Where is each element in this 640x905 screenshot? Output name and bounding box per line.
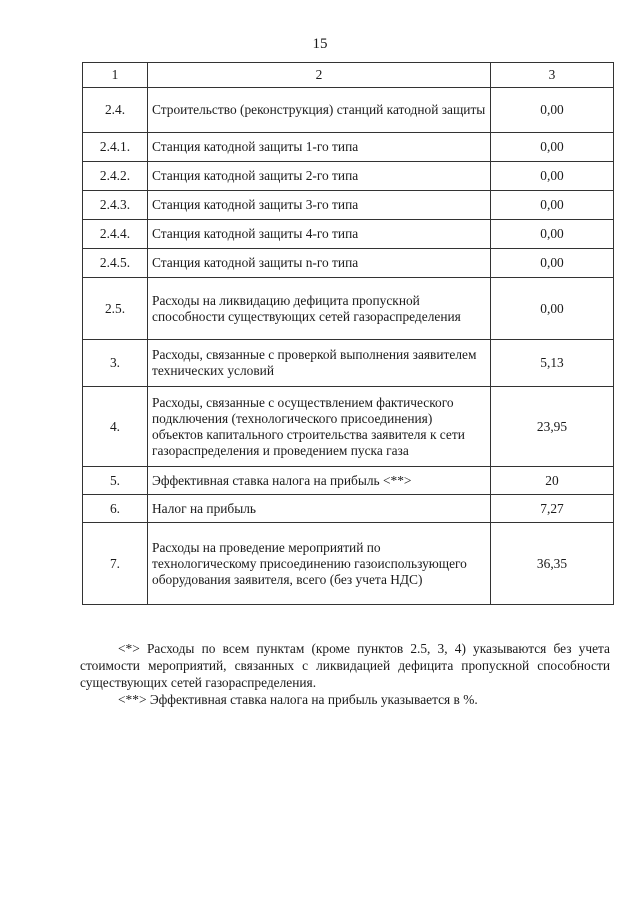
footnote-2: <**> Эффективная ставка налога на прибыль указывается в %. xyxy=(118,692,478,707)
row-number: 6. xyxy=(83,495,148,523)
table-row xyxy=(83,523,614,605)
row-description: Строительство (реконструкция) станций катодной защиты xyxy=(148,88,491,133)
row-description: Станция катодной защиты 2-го типа xyxy=(148,162,491,191)
cost-table xyxy=(82,62,614,605)
row-description: Расходы, связанные с осуществлением фактического подключения (технологического присоединения) объектов капитального строительства заявителя к сети газораспределения и проведением пуска газа xyxy=(148,387,491,467)
row-description: Расходы на ликвидацию дефицита пропускной способности существующих сетей газораспределения xyxy=(148,278,491,340)
row-number: 5. xyxy=(83,467,148,495)
row-value: 0,00 xyxy=(491,278,614,340)
table-row xyxy=(83,88,614,133)
table-row xyxy=(83,278,614,340)
footnote-1: <*> Расходы по всем пунктам (кроме пунктов 2.5, 3, 4) указываются без учета стоимости мероприятий, связанных с ликвидацией дефицита пропускной способности существующих сетей газораспределения. xyxy=(80,641,610,690)
row-number: 2.4. xyxy=(83,88,148,133)
header-col-3: 3 xyxy=(491,63,614,88)
table-row xyxy=(83,387,614,467)
header-col-2: 2 xyxy=(148,63,491,88)
table-header-row xyxy=(83,63,614,88)
table-row xyxy=(83,249,614,278)
row-description: Станция катодной защиты 3-го типа xyxy=(148,191,491,220)
row-number: 4. xyxy=(83,387,148,467)
footnotes xyxy=(80,640,610,708)
row-number: 3. xyxy=(83,340,148,387)
row-number: 2.4.2. xyxy=(83,162,148,191)
row-description: Станция катодной защиты n-го типа xyxy=(148,249,491,278)
header-col-1: 1 xyxy=(83,63,148,88)
row-number: 2.4.4. xyxy=(83,220,148,249)
row-number: 2.4.3. xyxy=(83,191,148,220)
row-number: 7. xyxy=(83,523,148,605)
table-row xyxy=(83,495,614,523)
row-value: 0,00 xyxy=(491,220,614,249)
table-row xyxy=(83,220,614,249)
row-description: Станция катодной защиты 4-го типа xyxy=(148,220,491,249)
row-description: Расходы на проведение мероприятий по технологическому присоединению газоиспользующего оборудования заявителя, всего (без учета НДС) xyxy=(148,523,491,605)
row-value: 36,35 xyxy=(491,523,614,605)
row-value: 7,27 xyxy=(491,495,614,523)
row-value: 5,13 xyxy=(491,340,614,387)
table-row xyxy=(83,467,614,495)
row-value: 20 xyxy=(491,467,614,495)
row-description: Станция катодной защиты 1-го типа xyxy=(148,133,491,162)
table-row xyxy=(83,133,614,162)
row-number: 2.5. xyxy=(83,278,148,340)
table-row xyxy=(83,191,614,220)
row-value: 0,00 xyxy=(491,249,614,278)
row-number: 2.4.5. xyxy=(83,249,148,278)
row-value: 0,00 xyxy=(491,162,614,191)
table-row xyxy=(83,162,614,191)
row-value: 0,00 xyxy=(491,88,614,133)
row-value: 23,95 xyxy=(491,387,614,467)
row-description: Расходы, связанные с проверкой выполнения заявителем технических условий xyxy=(148,340,491,387)
row-description: Налог на прибыль xyxy=(148,495,491,523)
row-value: 0,00 xyxy=(491,191,614,220)
table-row xyxy=(83,340,614,387)
page-number: 15 xyxy=(312,36,328,52)
row-description: Эффективная ставка налога на прибыль <**> xyxy=(148,467,491,495)
row-value: 0,00 xyxy=(491,133,614,162)
row-number: 2.4.1. xyxy=(83,133,148,162)
